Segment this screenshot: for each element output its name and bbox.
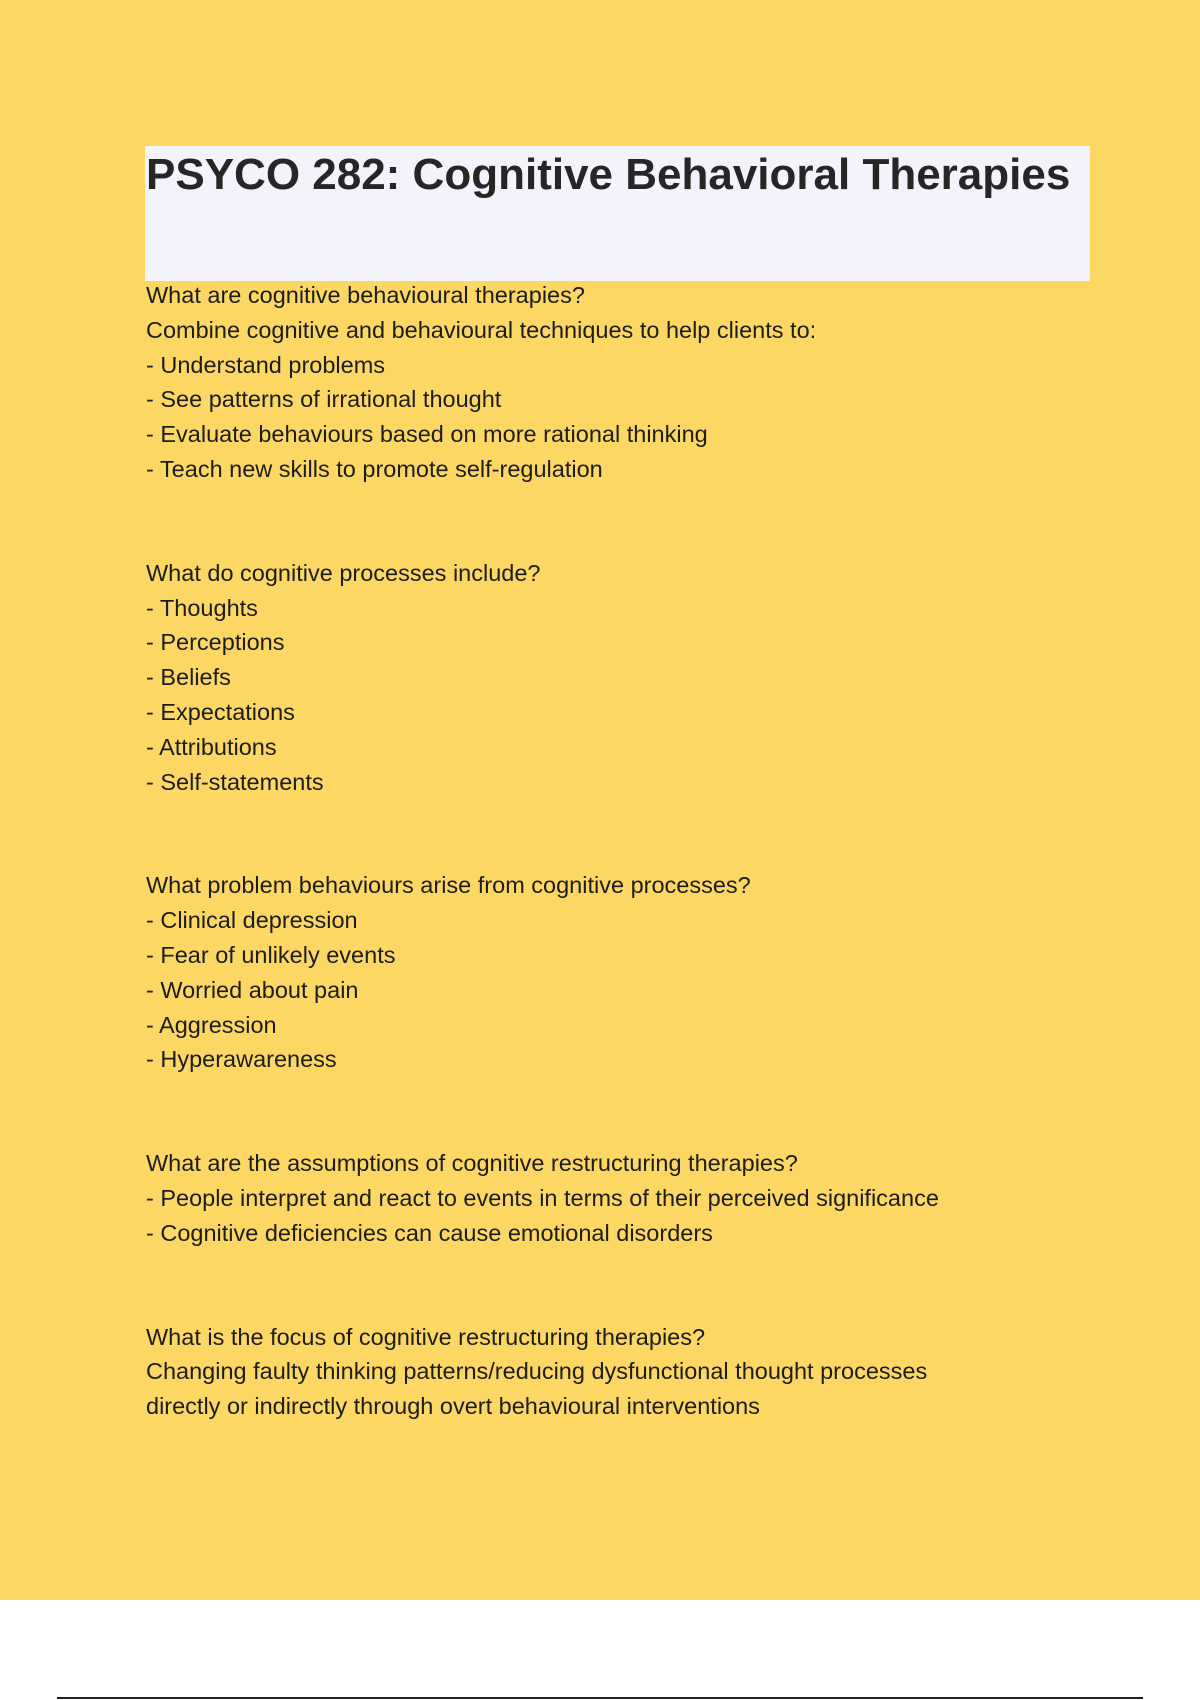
section-answer-line: - Hyperawareness xyxy=(146,1046,337,1073)
section-question: What do cognitive processes include? xyxy=(146,559,541,586)
section-answer-line: - Fear of unlikely events xyxy=(146,941,396,968)
section-question: What are the assumptions of cognitive restructuring therapies? xyxy=(146,1150,798,1177)
qa-section-problem-behaviours xyxy=(146,868,1086,1077)
section-answer-line: - Clinical depression xyxy=(146,907,358,934)
section-answer-line: Combine cognitive and behavioural techniques to help clients to: xyxy=(146,316,817,343)
qa-section-restructuring-assumptions xyxy=(146,1146,1086,1250)
section-answer-line: - Understand problems xyxy=(146,351,386,378)
document-body xyxy=(146,278,1086,1493)
section-answer-line: - Worried about pain xyxy=(146,976,359,1003)
page-title: PSYCO 282: Cognitive Behavioral Therapies xyxy=(146,150,1071,199)
section-answer-line: - Aggression xyxy=(146,1011,277,1038)
section-question: What problem behaviours arise from cognitive processes? xyxy=(146,872,751,899)
section-question: What is the focus of cognitive restructuring therapies? xyxy=(146,1323,706,1350)
section-answer-line: - Self-statements xyxy=(146,768,324,795)
section-answer-line: - Beliefs xyxy=(146,664,231,691)
section-answer-line: Changing faulty thinking patterns/reducing dysfunctional thought processes xyxy=(146,1358,928,1385)
qa-section-restructuring-focus xyxy=(146,1320,1086,1424)
section-answer-line: - Perceptions xyxy=(146,629,285,656)
section-answer-line: - Evaluate behaviours based on more rational thinking xyxy=(146,421,708,448)
section-answer-line: - People interpret and react to events in terms of their perceived significance xyxy=(146,1184,939,1211)
qa-section-cognitive-processes xyxy=(146,556,1086,800)
section-answer-line: - Thoughts xyxy=(146,594,258,621)
section-question: What are cognitive behavioural therapies? xyxy=(146,282,585,308)
section-answer-line: - Expectations xyxy=(146,698,295,725)
section-answer-line: - Cognitive deficiencies can cause emotional disorders xyxy=(146,1219,713,1246)
qa-section-cbt-definition xyxy=(146,278,1086,487)
section-answer-line: directly or indirectly through overt behavioural interventions xyxy=(146,1393,760,1420)
section-answer-line: - See patterns of irrational thought xyxy=(146,386,502,413)
page-bottom-rule xyxy=(57,1697,1143,1699)
section-answer-line: - Attributions xyxy=(146,733,277,760)
section-answer-line: - Teach new skills to promote self-regulation xyxy=(146,455,603,482)
